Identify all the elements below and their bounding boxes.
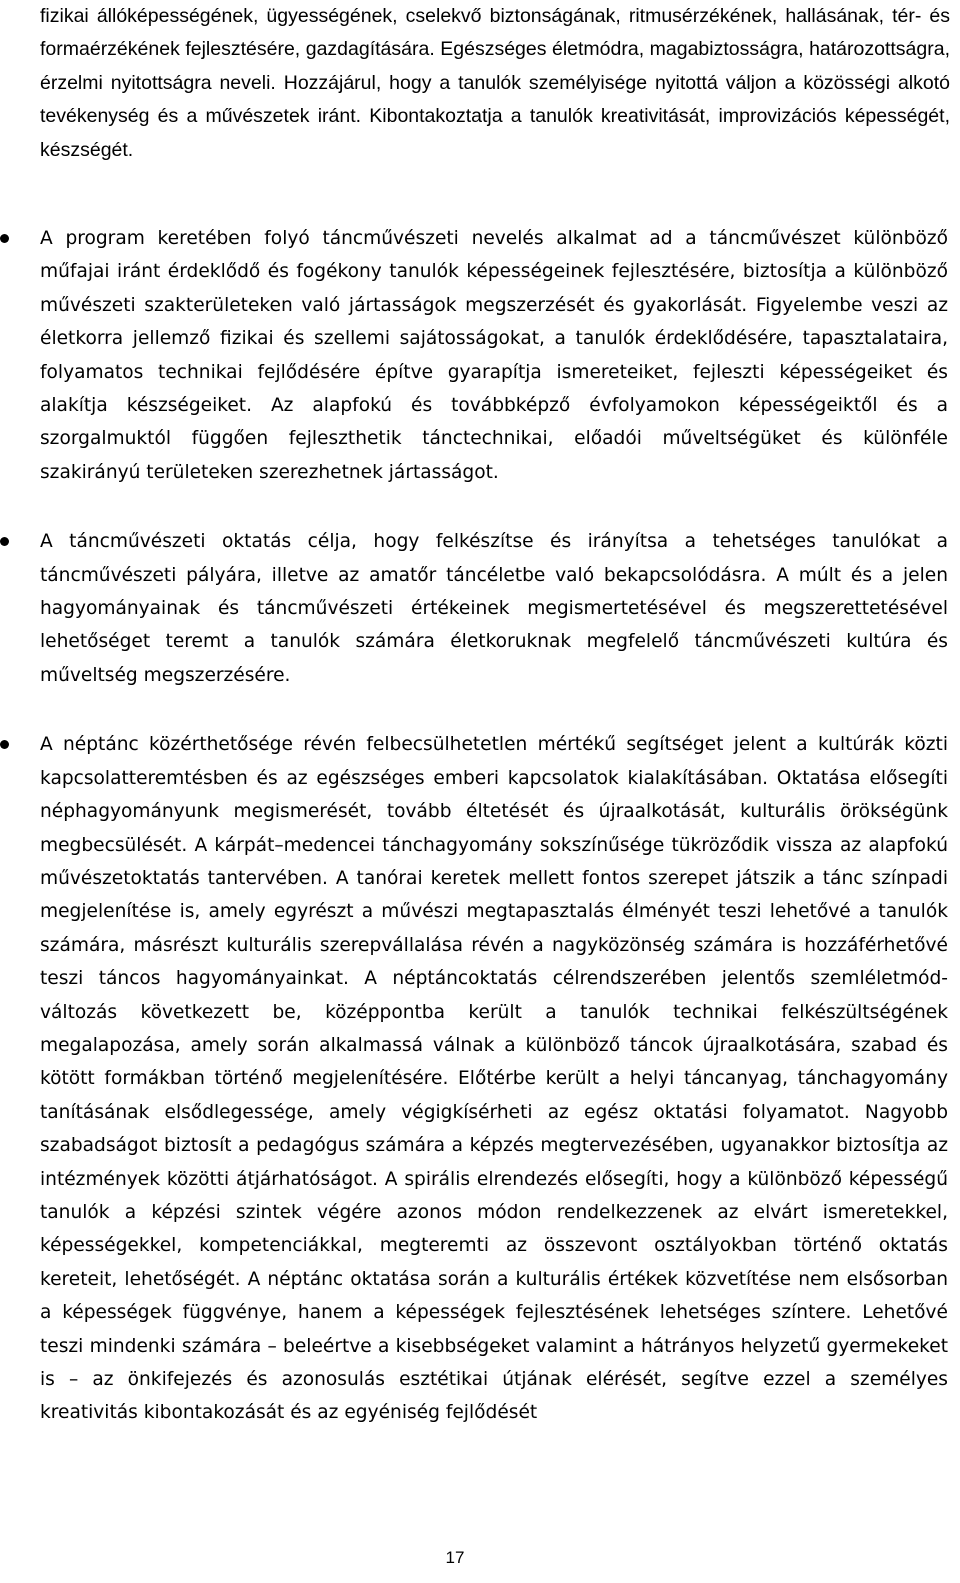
- bullet-item-dance-program: [0, 222, 960, 489]
- bullet-list: [0, 222, 960, 1466]
- bullet-text: A program keretében folyó táncművészeti nevelés alkalmat ad a táncművészet különböző műfajai iránt érdeklődő és fogékony tanulók képességeinek fejlesztésére, biztosítja a különböző művészeti szakterületeken való jártasságok megszerzését és gyakorlását. Figyelembe veszi az életkorra jellemző fizikai és szellemi sajátosságokat, a tanulók érdeklődésére, tapasztalataira, folyamatos technikai fejlődésére építve gyarapítja ismereteiket, fejleszti képességeiket és alakítja készségeiket. Az alapfokú és továbbképző évfolyamokon képességeiktől és a szorgalmuktól függően fejleszthetik tánctechnikai, előadói műveltségüket és különféle szakirányú területeken szerezhetnek jártasságot.: [40, 228, 948, 483]
- bullet-icon: [0, 537, 9, 546]
- bullet-text: A táncművészeti oktatás célja, hogy felkészítse és irányítsa a tehetséges tanulókat a táncművészeti pályára, illetve az amatőr táncéletbe való bekapcsolódásra. A múlt és a jelen hagyományainak és táncművészeti értékeinek megismertetésével és megszerettetésével lehetőséget teremt a tanulók számára életkoruknak megfelelő táncművészeti kultúra és műveltség megszerzésére.: [40, 531, 948, 686]
- bullet-item-dance-education-goal: [0, 525, 960, 692]
- page-number: 17: [445, 1548, 465, 1567]
- bullet-text: A néptánc közérthetősége révén felbecsülhetetlen mértékű segítséget jelent a kultúrák közti kapcsolatteremtésben és az egészséges emberi kapcsolatok kialakításában. Oktatása elősegíti néphagyományunk megismerését, tovább éltetését és újraalkotását, kulturális örökségünk megbecsülését. A kárpát–medencei tánchagyomány sokszínűsége tükröződik vissza az alapfokú művészetoktatás tantervében. A tanórai keretek mellett fontos szerepet játszik a tánc színpadi megjelenítése is, amely egyrészt a művészi megtapasztalás élményét teszi lehetővé a tanulók számára, másrészt kulturális szerepvállalása révén a nagyközönség számára is hozzáférhetővé teszi táncos hagyományainkat. A néptáncoktatás célrendszerében jelentős szemléletmód-változás következett be, középpontba került a tanulók technikai felkészültségének megalapozása, amely során alkalmassá válnak a különböző táncok újraalkotására, szabad és kötött formákban történő megjelenítésére. Előtérbe került a helyi táncanyag, tánchagyomány tanításának elsődlegessége, amely végigkísérheti az egész oktatási folyamatot. Nagyobb szabadságot biztosít a pedagógus számára a képzés megtervezésében, ugyanakkor biztosítja az intézmények közötti átjárhatóságot. A spirális elrendezés elősegíti, hogy a különböző képességű tanulók a képzési szintek végére azonos módon rendelkezzenek az elvárt ismeretekkel, képességekkel, kompetenciákkal, megteremti az összevont osztályokban történő oktatás kereteit, lehetőségét. A néptánc oktatása során a kulturális értékek közvetítése nem elsősorban a képességek függvénye, hanem a képességek fejlesztésének lehetséges színtere. Lehetővé teszi mindenki számára – beleértve a kisebbségeket valamint a hátrányos helyzetű gyermekeket is – az önkifejezés és azonosulás esztétikai útjának elérését, segítve ezzel a személyes kreativitás kibontakozását és az egyéniség fejlődését: [40, 734, 948, 1424]
- bullet-icon: [0, 740, 9, 749]
- intro-paragraph: fizikai állóképességének, ügyességének, cselekvő biztonságának, ritmusérzékének, hallásának, tér- és formaérzékének fejlesztésére, gazdagítására. Egészséges életmódra, magabiztosságra, határozottságra, érzelmi nyitottságra neveli. Hozzájárul, hogy a tanulók személyisége nyitottá váljon a közösségi alkotó tevékenység és a művészetek iránt. Kibontakoztatja a tanulók kreativitását, improvizációs képességét, készségét.: [40, 5, 950, 161]
- bullet-icon: [0, 234, 9, 243]
- bullet-item-folk-dance: [0, 728, 960, 1430]
